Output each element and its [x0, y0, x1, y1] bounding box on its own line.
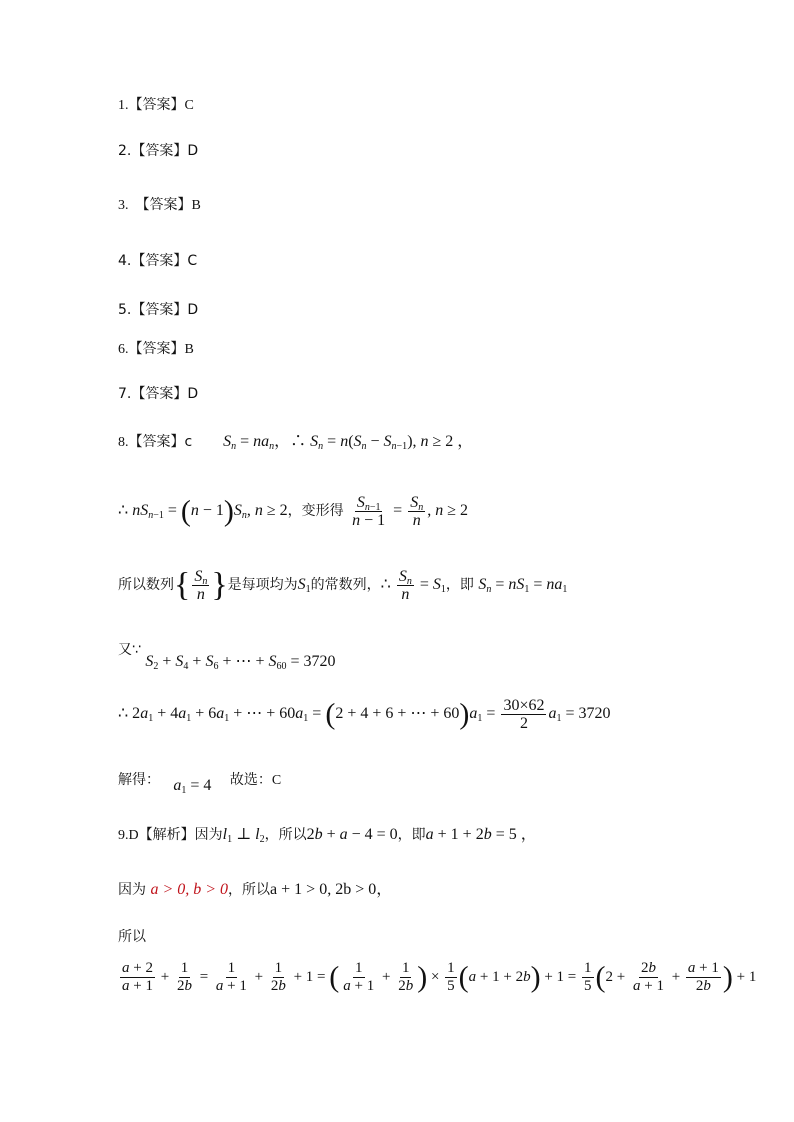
formula-final: $\frac{a + 2}{a + 1}$ + $\frac{1}{2b}$ = $\frac{1}{a + 1}$ + $\frac{1}{2b}$ + 1 = ( $\frac{1}{a + 1}$ + $\frac{1}{2b}$ ) × $\frac{1}{5}$ (a + 1 + 2b) + 1 = $\frac{1}{5}$ (2 + $\frac{2b}{a + 1}$ + $\frac{a + 1}{2b}$ ) + 1	[122, 960, 757, 995]
final-formula-line	[118, 954, 756, 1000]
condition-red: a > 0, b > 0	[150, 881, 229, 898]
also-text: 又∵	[118, 642, 141, 658]
formula-ratio: $\frac{S_{n-1}}{n - 1}$ = $\frac{S_n}{n}$ , n ≥ 2	[352, 494, 468, 529]
derivation-line-3	[118, 638, 336, 674]
answer-value: c	[184, 434, 193, 450]
answer-line-5	[118, 300, 198, 320]
because-text: 因为	[194, 827, 223, 843]
denominator-two: 2	[519, 714, 528, 732]
formula-perpendicular: $l_1$ ⊥ $l_2$	[222, 826, 265, 845]
deform-text: ，变形得	[287, 503, 344, 520]
formula-sn-definition: $S_n = na_n$，∴ $S_n = n(S_n - S_{n-1})$, n ≥ 2 ，	[223, 433, 474, 452]
formula-line-equation: 2b + a − 4 = 0	[306, 826, 398, 843]
answer-value: B	[184, 342, 194, 357]
answer-label: 【答案】	[128, 342, 185, 357]
answer-value: B	[191, 198, 201, 213]
formula-sequence: { $\frac{S_n}{n}$ }	[174, 566, 228, 604]
analysis-label: 【解析】	[138, 827, 195, 843]
cond-so: ，所以	[228, 882, 271, 898]
ie-text: ，即	[445, 577, 474, 593]
item-number: 2.	[118, 143, 132, 159]
answer-value: D	[187, 143, 199, 159]
answer-value: D	[187, 302, 199, 318]
so-alone-line	[118, 927, 146, 947]
answer-line-2	[118, 141, 198, 161]
item-number: 9.	[118, 828, 129, 843]
answer-value: D	[187, 386, 199, 402]
formula-sum-expand: ∴ $2a_1 + 4a_1 + 6a_1$ + ⋯ + $60a_1 = (2 + 4 + 6$ + ⋯ + $60)a_1$ = $\frac{30\times 62}{2}$ $a_1 = 3720$	[118, 696, 611, 732]
answer-value: D	[128, 828, 139, 843]
solve-text: 解得：	[118, 772, 160, 788]
item-number: 4.	[118, 253, 132, 269]
answer-label: 【答案】	[131, 143, 188, 159]
choose-text: 故选：C	[229, 773, 282, 788]
cond-prefix: 因为	[118, 882, 146, 898]
answer-line-6	[118, 340, 194, 360]
so-alone-text: 所以	[118, 929, 146, 945]
answer-line-9	[118, 825, 537, 846]
answer-label: 【答案】	[131, 386, 188, 402]
item-number: 7.	[118, 386, 132, 402]
formula-recurrence: ∴ $nS_{n-1} = (n - 1)S_n$, n ≥ 2	[118, 494, 288, 528]
answer-line-7	[118, 384, 198, 404]
answer-label: 【答案】	[128, 98, 185, 113]
item-number: 3.	[118, 198, 129, 213]
answer-value: C	[184, 98, 194, 113]
condition-tail: a + 1 > 0, 2b > 0，	[270, 881, 393, 898]
answer-label: 【答案】	[131, 302, 188, 318]
ie-text: ，即	[397, 827, 426, 843]
answer-label: 【答案】	[131, 253, 188, 269]
so-text: 所以数列	[118, 577, 174, 593]
formula-constraint: a + 1 + 2b = 5 ，	[425, 826, 537, 843]
formula-sum: $S_2 + S_4 + S_6$ + ⋯ + $S_{60} = 3720$	[145, 653, 336, 672]
a1-value: 4	[203, 777, 212, 794]
condition-line	[118, 880, 392, 900]
formula-s1: $S_1$	[297, 576, 311, 595]
const-seq-text-2: 的常数列，	[310, 577, 381, 593]
formula-a1: $a_1 = 4$	[173, 777, 212, 796]
item-number: 6.	[118, 342, 129, 357]
answer-value: C	[187, 253, 198, 269]
derivation-line-2	[118, 566, 567, 604]
sum-value-2: 3720	[578, 705, 611, 722]
item-number: 8.	[118, 435, 129, 450]
derivation-line-4	[118, 694, 611, 734]
answer-line-4	[118, 251, 197, 271]
const-seq-text: 是每项均为	[227, 577, 298, 593]
mult-expr: 30×62	[503, 696, 545, 714]
answer-line-1	[118, 96, 194, 116]
answer-line-8	[118, 432, 473, 453]
solve-line	[118, 766, 281, 800]
sum-value: 3720	[303, 653, 336, 670]
item-number: 5.	[118, 302, 132, 318]
formula-sn-result: $S_n = nS_1 = na_1$	[478, 576, 568, 595]
answer-label: 【答案】	[128, 435, 185, 450]
so-text: ，所以	[264, 827, 307, 843]
answer-line-3	[118, 196, 201, 216]
answer-label: 【答案】	[135, 198, 192, 213]
derivation-line-1	[118, 494, 468, 529]
item-number: 1.	[118, 98, 129, 113]
formula-conclusion: ∴ $\frac{S_n}{n}$ = $S_1$	[380, 567, 446, 603]
